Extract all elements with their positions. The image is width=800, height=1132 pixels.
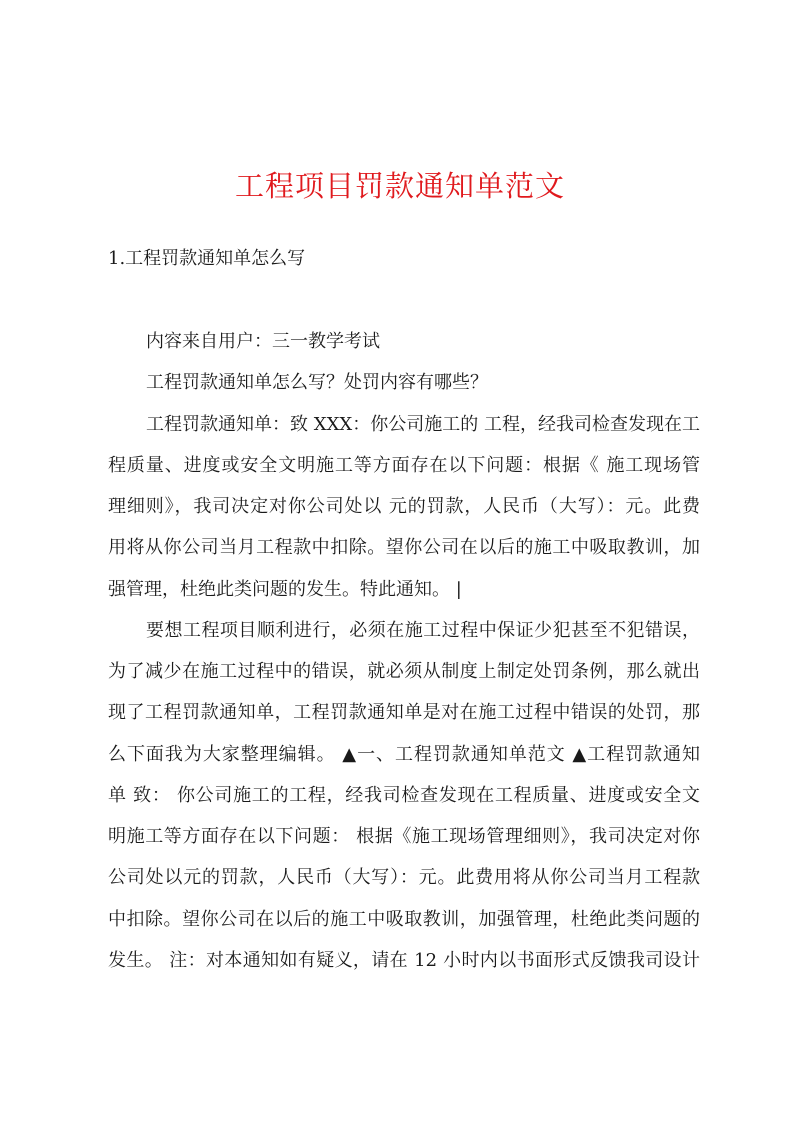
- paragraph-line: 公司处以元的罚款，人民币（大写）：元。此费用将从你公司当月工程款: [108, 867, 700, 888]
- paragraph-line: 理细则》，我司决定对你公司处以 元的罚款，人民币（大写）：元。此费: [108, 496, 700, 517]
- paragraph-line: 现了工程罚款通知单，工程罚款通知单是对在施工过程中错误的处罚，那: [108, 702, 700, 723]
- paragraph-line: 单 致： 你公司施工的工程，经我司检查发现在工程质量、进度或安全文: [108, 785, 700, 806]
- paragraph-line: 工程罚款通知单：致 XXX：你公司施工的 工程，经我司检查发现在工: [146, 414, 700, 435]
- paragraph-line: 内容来自用户：三一教学考试: [146, 331, 380, 352]
- section-heading: 1.工程罚款通知单怎么写: [108, 248, 306, 269]
- paragraph-line: 中扣除。望你公司在以后的施工中吸取教训，加强管理，杜绝此类问题的: [108, 909, 700, 930]
- paragraph-line: 用将从你公司当月工程款中扣除。望你公司在以后的施工中吸取教训，加: [108, 537, 700, 558]
- paragraph-line: 明施工等方面存在以下问题： 根据《施工现场管理细则》，我司决定对你: [108, 826, 700, 847]
- paragraph-line: 程质量、进度或安全文明施工等方面存在以下问题：根据《 施工现场管: [108, 455, 700, 476]
- document-title: 工程项目罚款通知单范文: [234, 169, 565, 203]
- paragraph-line: 工程罚款通知单怎么写？处罚内容有哪些？: [146, 372, 488, 393]
- paragraph-line: 发生。 注：对本通知如有疑义，请在 12 小时内以书面形式反馈我司设计: [108, 950, 700, 971]
- paragraph-line: 为了减少在施工过程中的错误，就必须从制度上制定处罚条例，那么就出: [108, 661, 700, 682]
- paragraph-line: 强管理，杜绝此类问题的发生。特此通知。 |: [108, 579, 462, 600]
- paragraph-line: 要想工程项目顺利进行，必须在施工过程中保证少犯甚至不犯错误，: [146, 620, 700, 641]
- paragraph-line: 么下面我为大家整理编辑。 ▲一、工程罚款通知单范文 ▲工程罚款通知: [108, 744, 700, 765]
